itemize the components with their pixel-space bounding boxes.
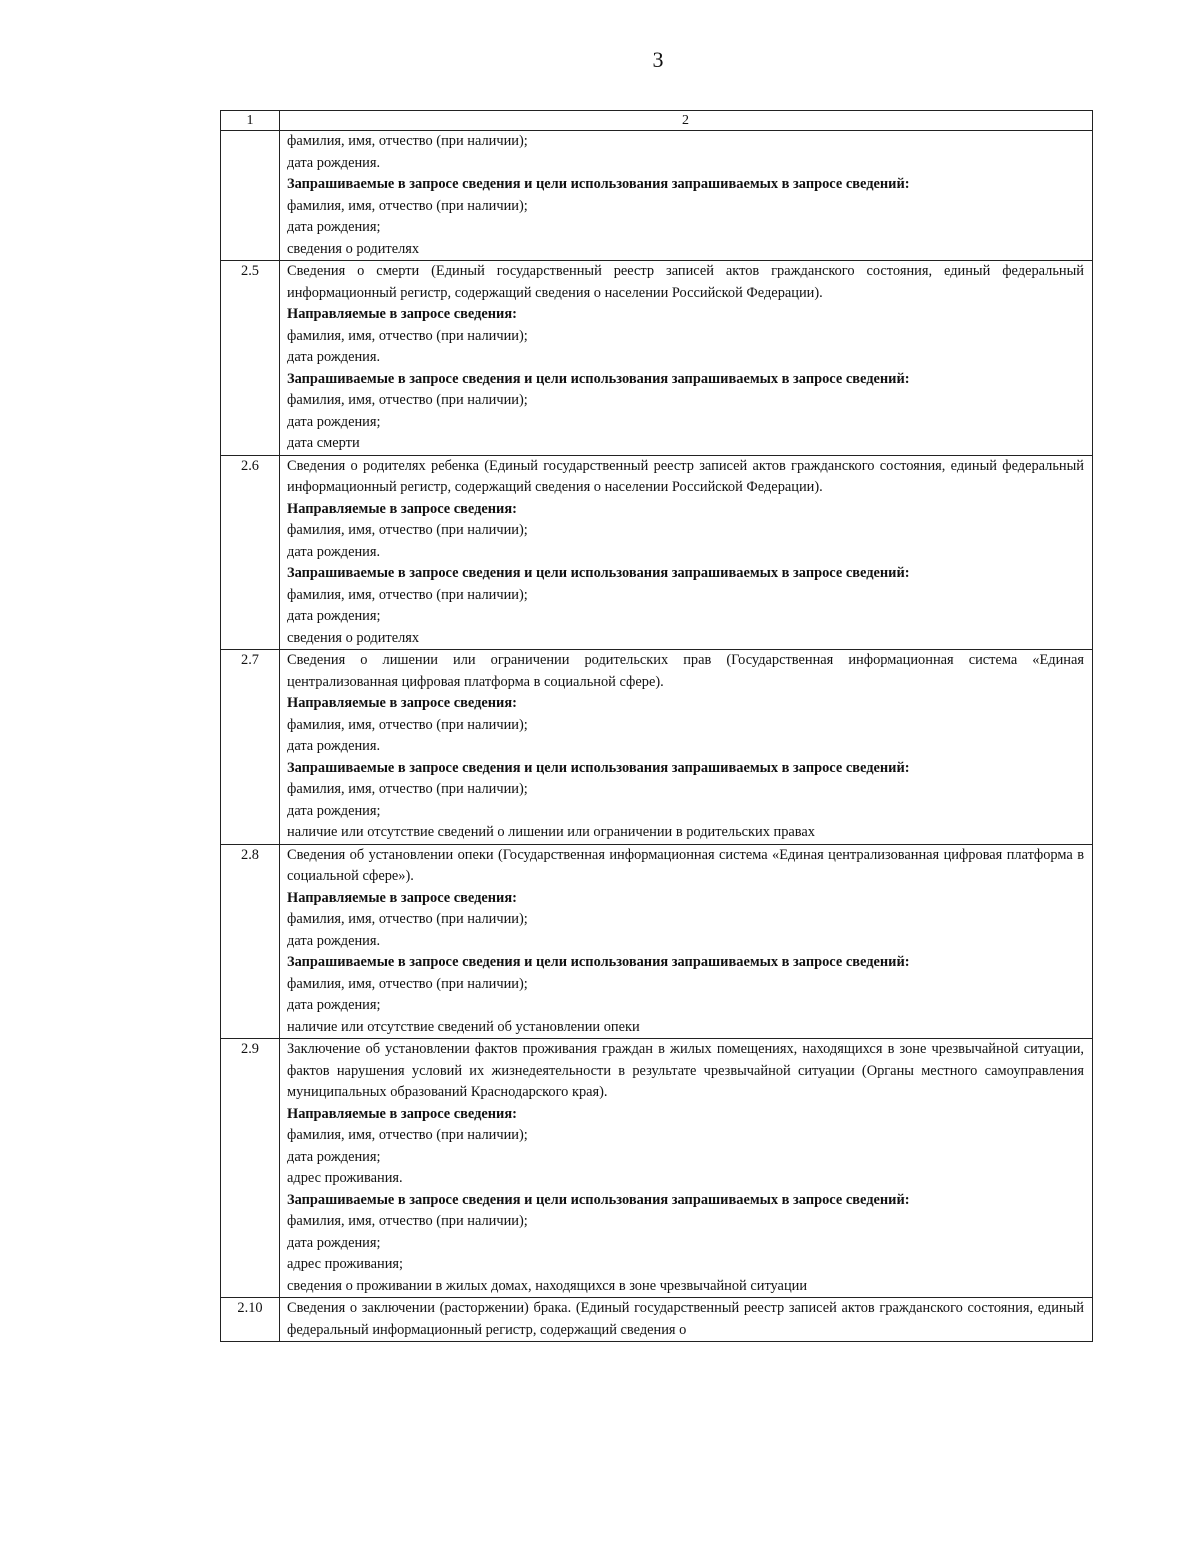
table-row [221, 261, 1093, 456]
section-heading: Запрашиваемые в запросе сведения и цели использования запрашиваемых в запросе сведений: [287, 565, 910, 581]
field-line: фамилия, имя, отчество (при наличии); [287, 716, 528, 733]
table-row-continued [221, 131, 1093, 261]
field-line: фамилия, имя, отчество (при наличии); [287, 327, 528, 344]
field-line: дата рождения. [287, 543, 381, 560]
row-content [280, 844, 1093, 1039]
field-line: наличие или отсутствие сведений об установлении опеки [287, 1018, 640, 1035]
field-line: дата рождения; [287, 608, 381, 624]
row-number: 2.8 [221, 844, 280, 1039]
field-line: фамилия, имя, отчество (при наличии); [287, 197, 528, 214]
field-line: дата рождения. [287, 738, 381, 754]
table-row [221, 455, 1093, 650]
field-line: наличие или отсутствие сведений о лишении или ограничении в родительских правах [287, 824, 815, 840]
row-content [280, 650, 1093, 845]
section-heading: Направляемые в запросе сведения: [287, 889, 517, 906]
field-line: фамилия, имя, отчество (при наличии); [287, 1213, 528, 1229]
field-line: фамилия, имя, отчество (при наличии); [287, 1127, 528, 1143]
row-title: Сведения о смерти (Единый государственный реестр записей актов гражданского состояния, единый федеральный информационный регистр, содержащий сведения о населении Российской Федерации). [287, 263, 1084, 301]
field-line: сведения о родителях [287, 240, 420, 257]
field-line: дата рождения. [287, 154, 381, 171]
row-number: 2.5 [221, 261, 280, 456]
row-number: 2.7 [221, 650, 280, 845]
field-line: адрес проживания; [287, 1256, 404, 1272]
field-line: дата рождения; [287, 1148, 381, 1165]
row-content [280, 261, 1093, 456]
row-content [280, 1039, 1093, 1298]
table-header-row [221, 111, 1093, 131]
row-content [280, 1298, 1093, 1342]
row-content [280, 131, 1093, 261]
table-row [221, 1039, 1093, 1298]
field-line: дата рождения; [287, 802, 381, 819]
field-line: фамилия, имя, отчество (при наличии); [287, 522, 528, 538]
field-line: сведения о проживании в жилых домах, находящихся в зоне чрезвычайной ситуации [287, 1277, 808, 1294]
column-header-1: 1 [221, 111, 280, 131]
field-line: дата рождения; [287, 413, 381, 430]
requests-table [220, 110, 1093, 1342]
row-title: Заключение об установлении фактов проживания граждан в жилых помещениях, находящихся в зоне чрезвычайной ситуации, фактов нарушения условий их жизнедеятельности в результате чрезвычайной ситуации (Органы местного самоуправления муниципальных образований Краснодарского края). [287, 1041, 1084, 1100]
field-line: дата рождения; [287, 997, 381, 1013]
section-heading: Запрашиваемые в запросе сведения и цели использования запрашиваемых в запросе сведений: [287, 1191, 910, 1208]
section-heading: Направляемые в запросе сведения: [287, 1105, 517, 1122]
row-title: Сведения о родителях ребенка (Единый государственный реестр записей актов гражданского состояния, единый федеральный информационный регистр, содержащий сведения о населении Российской Федерации). [287, 457, 1084, 495]
page-number: 3 [652, 47, 664, 72]
row-number [221, 131, 280, 261]
row-number: 2.9 [221, 1039, 280, 1298]
field-line: фамилия, имя, отчество (при наличии); [287, 133, 528, 149]
section-heading: Запрашиваемые в запросе сведения и цели использования запрашиваемых в запросе сведений: [287, 370, 910, 387]
row-number: 2.6 [221, 455, 280, 650]
field-line: дата рождения. [287, 349, 381, 365]
field-line: сведения о родителях [287, 629, 420, 646]
section-heading: Запрашиваемые в запросе сведения и цели использования запрашиваемых в запросе сведений: [287, 759, 910, 776]
section-heading: Направляемые в запросе сведения: [287, 695, 517, 711]
field-line: фамилия, имя, отчество (при наличии); [287, 586, 528, 603]
field-line: дата смерти [287, 435, 360, 451]
row-content [280, 455, 1093, 650]
field-line: адрес проживания. [287, 1170, 403, 1186]
row-number: 2.10 [221, 1298, 280, 1342]
section-heading: Запрашиваемые в запросе сведения и цели использования запрашиваемых в запросе сведений: [287, 176, 910, 192]
field-line: фамилия, имя, отчество (при наличии); [287, 975, 528, 992]
field-line: фамилия, имя, отчество (при наличии); [287, 911, 528, 927]
row-title: Сведения об установлении опеки (Государственная информационная система «Единая централизованная цифровая платформа в социальной сфере»). [287, 846, 1084, 884]
section-heading: Запрашиваемые в запросе сведения и цели использования запрашиваемых в запросе сведений: [287, 954, 910, 970]
section-heading: Направляемые в запросе сведения: [287, 306, 517, 322]
field-line: фамилия, имя, отчество (при наличии); [287, 392, 528, 408]
field-line: дата рождения; [287, 1234, 381, 1251]
row-title: Сведения о лишении или ограничении родительских прав (Государственная информационная система «Единая централизованная цифровая платформа в социальной сфере). [287, 652, 1084, 690]
field-line: фамилия, имя, отчество (при наличии); [287, 781, 528, 797]
field-line: дата рождения; [287, 219, 381, 235]
table-row [221, 1298, 1093, 1342]
column-header-2: 2 [280, 111, 1093, 131]
field-line: дата рождения. [287, 932, 381, 949]
table-row [221, 844, 1093, 1039]
table-row [221, 650, 1093, 845]
section-heading: Направляемые в запросе сведения: [287, 500, 517, 517]
row-title: Сведения о заключении (расторжении) брака. (Единый государственный реестр записей актов гражданского состояния, единый федеральный информационный регистр, содержащий сведения о [287, 1300, 1084, 1338]
